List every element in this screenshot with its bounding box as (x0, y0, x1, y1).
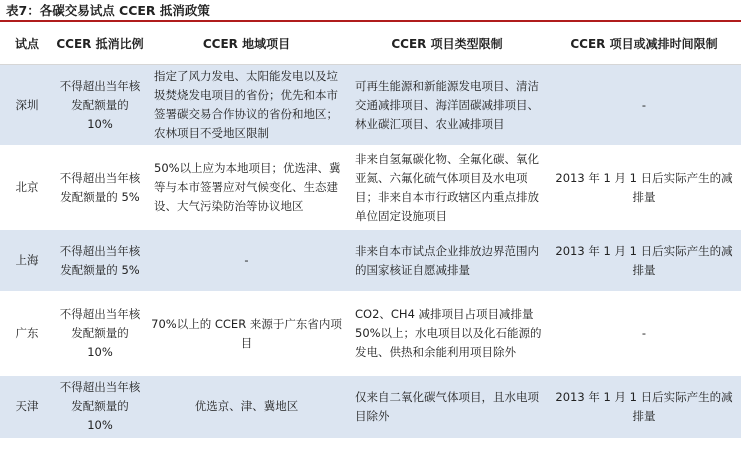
header-row (0, 22, 741, 65)
cell-type: 仅来自二氧化碳气体项目，且水电项目除外 (347, 376, 547, 438)
cell-city: 北京 (0, 146, 54, 230)
cell-city: 深圳 (0, 65, 54, 146)
cell-type: CO2、CH4 减排项目占项目减排量 50%以上；水电项目以及化石能源的发电、供热和余能利用项目除外 (347, 292, 547, 376)
cell-type: 非来自本市试点企业排放边界范围内的国家核证自愿减排量 (347, 230, 547, 292)
table-row (0, 376, 741, 438)
cell-city: 天津 (0, 376, 54, 438)
cell-ratio: 不得超出当年核发配额量的 10% (54, 376, 146, 438)
ccer-policy-table (0, 22, 741, 438)
cell-city: 广东 (0, 292, 54, 376)
cell-type: 可再生能源和新能源发电项目、清洁交通减排项目、海洋固碳减排项目、林业碳汇项目、农业减排项目 (347, 65, 547, 146)
table-row (0, 230, 741, 292)
cell-time: - (547, 65, 741, 146)
cell-time: 2013 年 1 月 1 日后实际产生的减排量 (547, 230, 741, 292)
table-caption: 表7：各碳交易试点 CCER 抵消政策 (0, 0, 741, 22)
cell-region: 50%以上应为本地项目；优选津、冀等与本市签署应对气候变化、生态建设、大气污染防治等协议地区 (146, 146, 347, 230)
table-row (0, 292, 741, 376)
cell-ratio: 不得超出当年核发配额量的 10% (54, 65, 146, 146)
cell-time: 2013 年 1 月 1 日后实际产生的减排量 (547, 376, 741, 438)
cell-time: - (547, 292, 741, 376)
table-row (0, 146, 741, 230)
header-region: CCER 地域项目 (146, 22, 347, 65)
header-ratio: CCER 抵消比例 (54, 22, 146, 65)
header-type: CCER 项目类型限制 (347, 22, 547, 65)
table-row (0, 65, 741, 146)
cell-region: 70%以上的 CCER 来源于广东省内项目 (146, 292, 347, 376)
cell-time: 2013 年 1 月 1 日后实际产生的减排量 (547, 146, 741, 230)
cell-city: 上海 (0, 230, 54, 292)
header-time: CCER 项目或减排时间限制 (547, 22, 741, 65)
cell-ratio: 不得超出当年核发配额量的 5% (54, 230, 146, 292)
cell-region: - (146, 230, 347, 292)
cell-region: 指定了风力发电、太阳能发电以及垃圾焚烧发电项目的省份；优先和本市签署碳交易合作协议的省份和地区；农林项目不受地区限制 (146, 65, 347, 146)
cell-type: 非来自氢氟碳化物、全氟化碳、氧化亚氮、六氟化硫气体项目及水电项目；非来自本市行政辖区内重点排放单位固定设施项目 (347, 146, 547, 230)
cell-ratio: 不得超出当年核发配额量的 5% (54, 146, 146, 230)
cell-region: 优选京、津、冀地区 (146, 376, 347, 438)
cell-ratio: 不得超出当年核发配额量的 10% (54, 292, 146, 376)
header-city: 试点 (0, 22, 54, 65)
